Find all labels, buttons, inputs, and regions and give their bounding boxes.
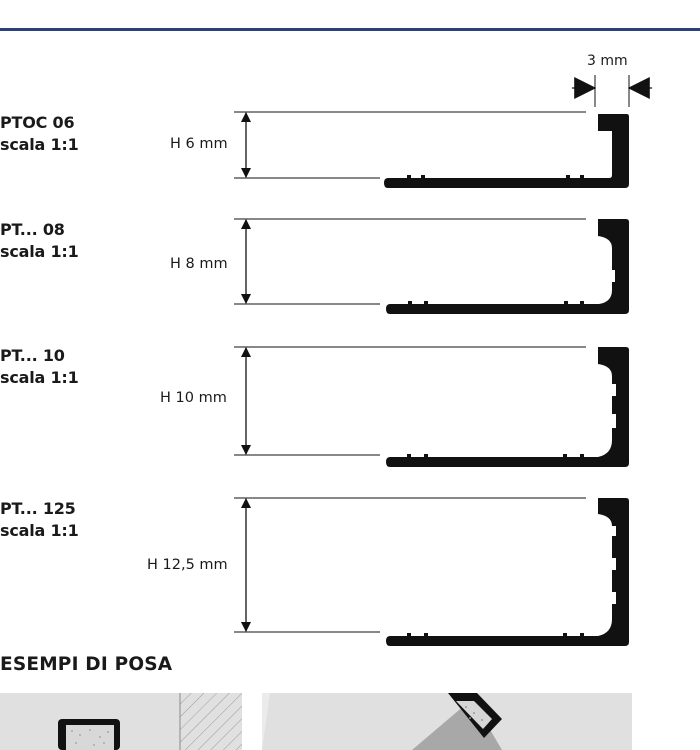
section-title: ESEMPI DI POSA [0,654,173,675]
profile-shape [386,498,629,646]
profile-label-pt-10 [0,345,79,389]
profile-shape [384,114,629,188]
profile-shape [386,347,629,467]
profile-ptoc-06 [234,112,629,188]
thickness-label: 3 mm [587,53,628,69]
profile-label-pt-08 [0,219,79,263]
profile-pt-08 [234,219,629,314]
profile-pt-125 [234,498,629,646]
thickness-dimension [572,75,652,107]
height-label: H 10 mm [160,390,227,406]
profile-name: PT... 10 [0,346,65,365]
installation-example-1 [0,693,242,750]
profile-scale: scala 1:1 [0,135,79,154]
height-label: H 6 mm [170,136,228,152]
profile-pt-10 [234,347,629,467]
profile-name: PT... 08 [0,220,65,239]
profile-scale: scala 1:1 [0,368,79,387]
profile-label-pt-125 [0,498,79,542]
profile-name: PTOC 06 [0,113,75,132]
profile-shape [386,219,629,314]
profile-scale: scala 1:1 [0,242,79,261]
height-label: H 8 mm [170,256,228,272]
profile-label-ptoc-06 [0,112,79,156]
profile-scale: scala 1:1 [0,521,79,540]
installation-example-2 [262,693,632,750]
profile-name: PT... 125 [0,499,76,518]
height-label: H 12,5 mm [147,557,228,573]
